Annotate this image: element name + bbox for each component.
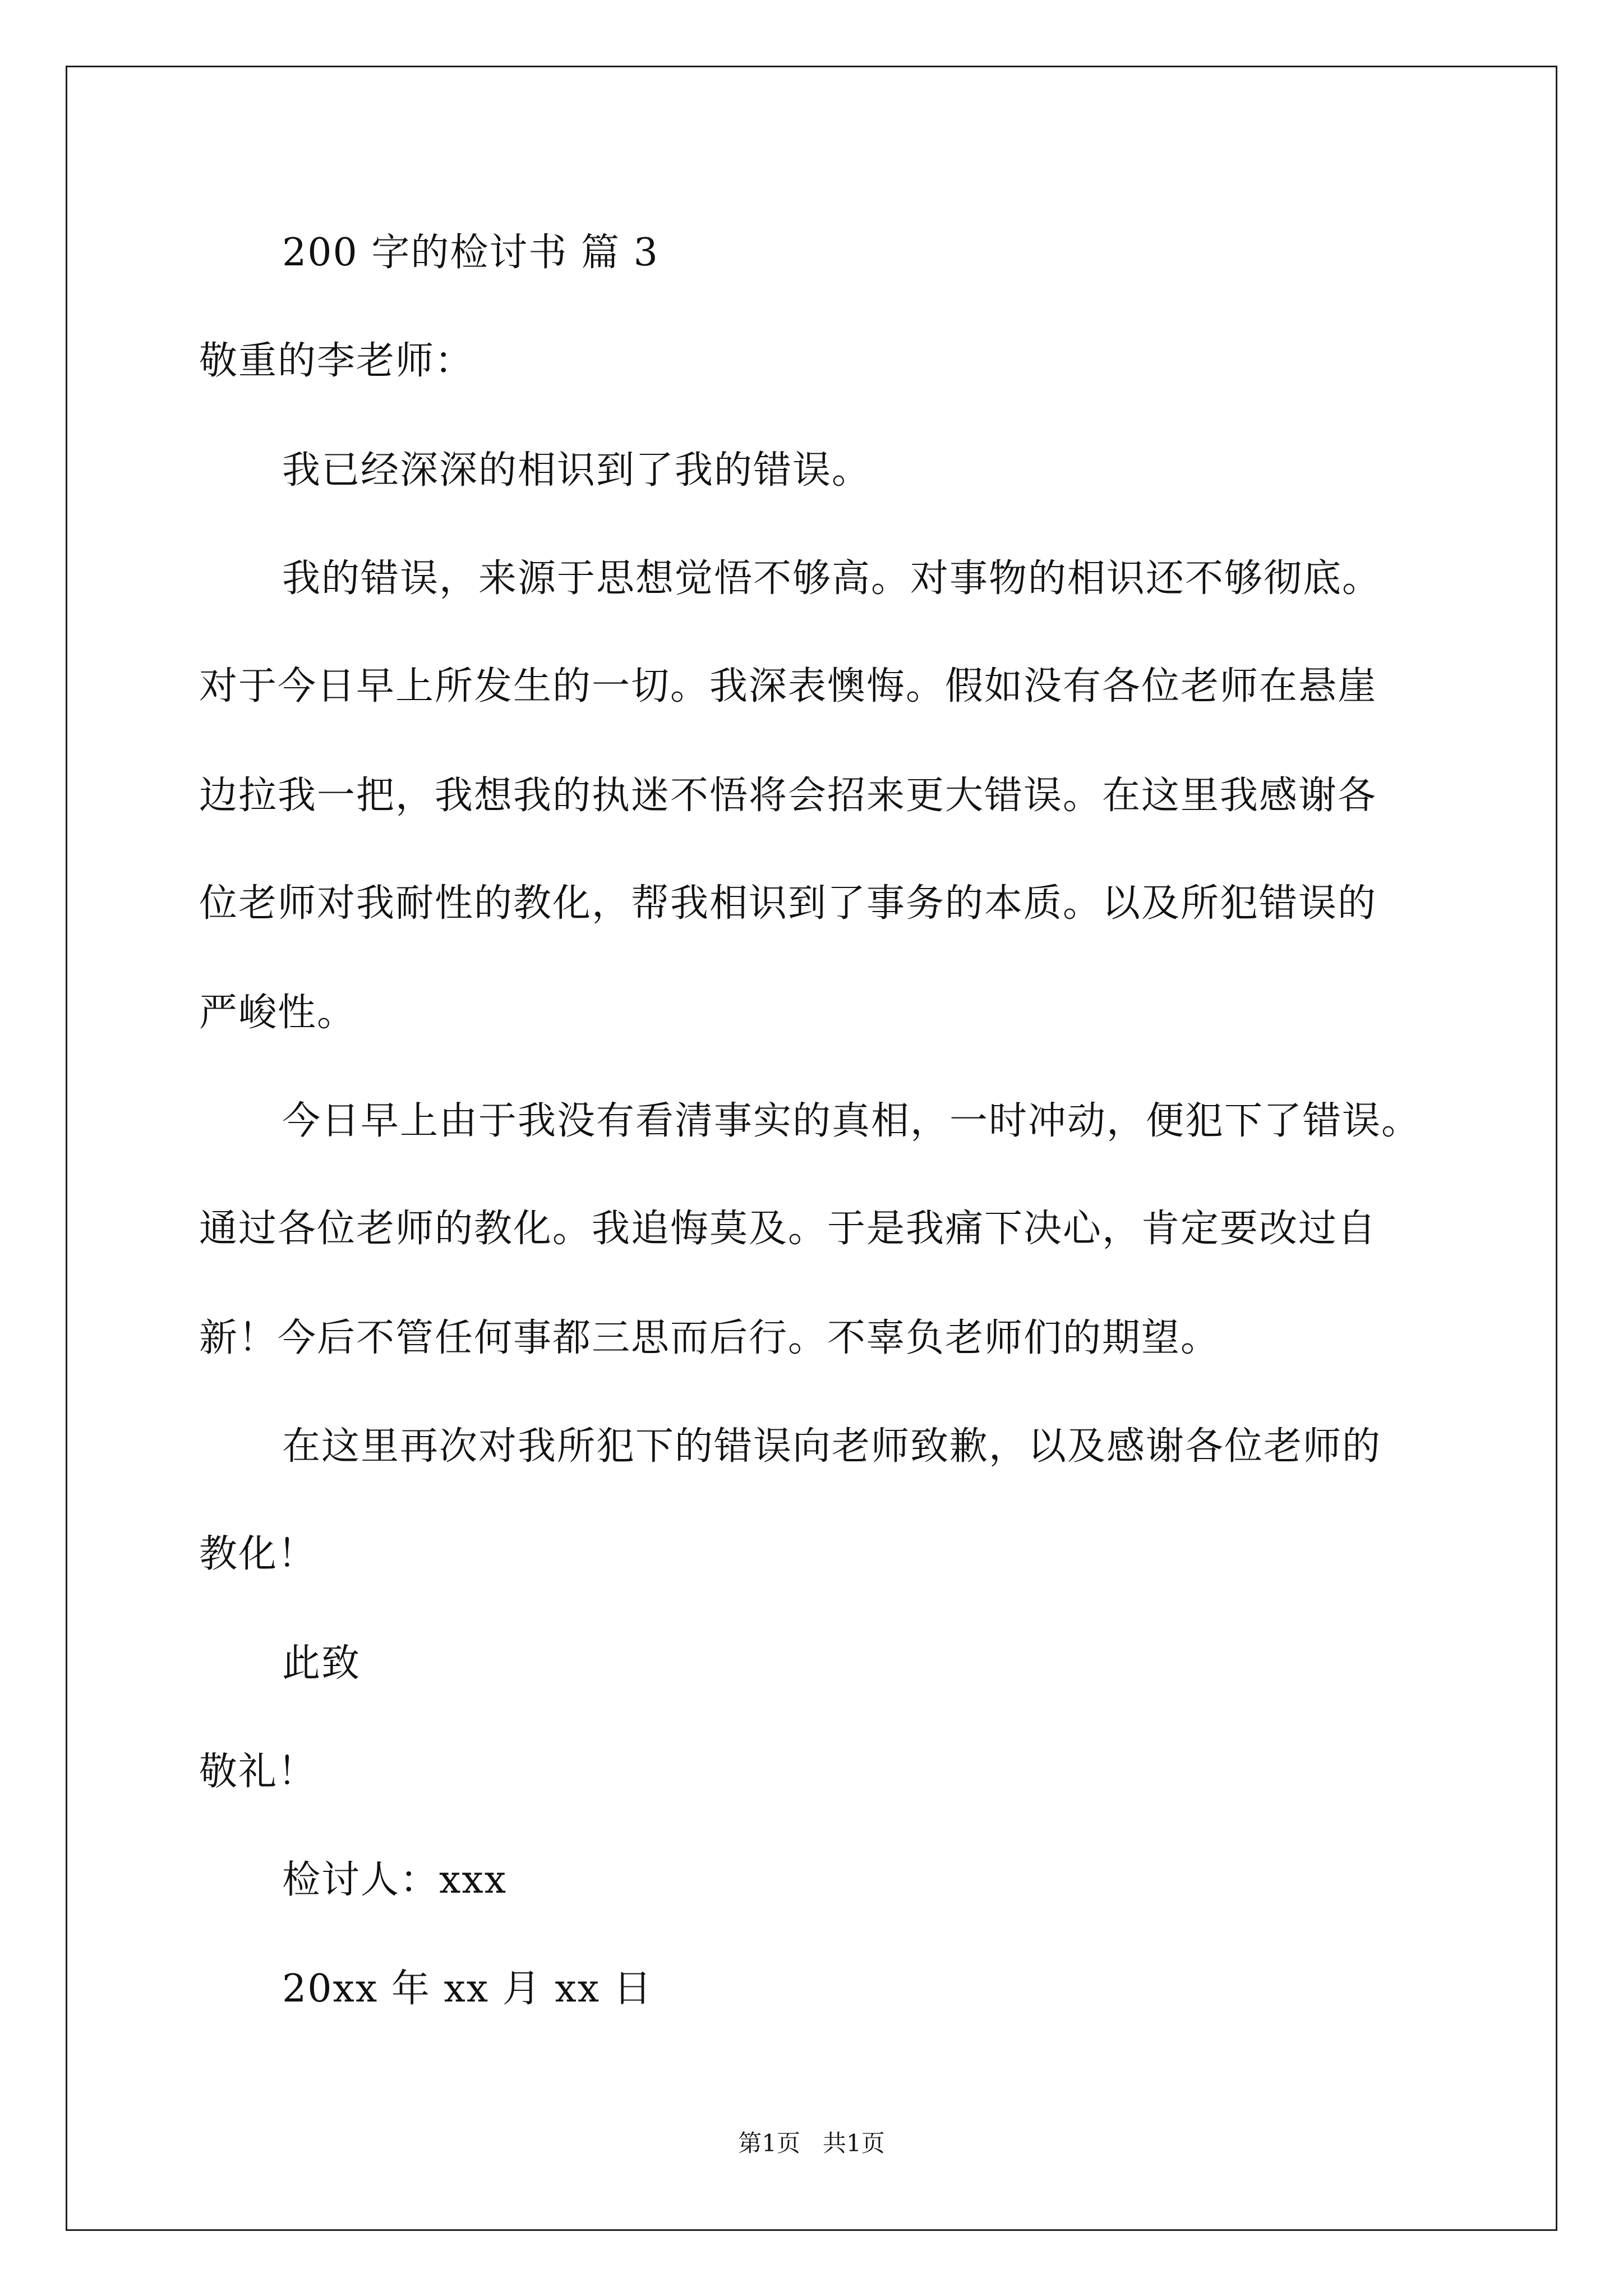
salutation: 敬重的李老师： xyxy=(199,339,474,383)
paragraph-line: 通过各位老师的教化。我追悔莫及。于是我痛下决心，肯定要改过自 xyxy=(199,1207,1377,1251)
closing-salute: 敬礼！ xyxy=(199,1750,317,1794)
paragraph-line: 教化！ xyxy=(199,1532,317,1576)
paragraph-line: 边拉我一把，我想我的执迷不悟将会招来更大错误。在这里我感谢各 xyxy=(199,774,1377,818)
paragraph-line: 位老师对我耐性的教化，帮我相识到了事务的本质。以及所犯错误的 xyxy=(199,881,1377,926)
document-title: 200 字的检讨书 篇 3 xyxy=(282,231,659,275)
paragraph-line: 对于今日早上所发生的一切。我深表懊悔。假如没有各位老师在悬崖 xyxy=(199,664,1377,708)
page-border xyxy=(66,66,1557,2231)
closing-line: 此致 xyxy=(282,1641,361,1686)
page-footer: 第1页 共1页 xyxy=(738,2129,885,2157)
paragraph-line: 我的错误，来源于思想觉悟不够高。对事物的相识还不够彻底。 xyxy=(282,556,1382,601)
paragraph-line: 严峻性。 xyxy=(199,991,357,1035)
paragraph-line: 在这里再次对我所犯下的错误向老师致歉，以及感谢各位老师的 xyxy=(282,1424,1382,1469)
signature: 检讨人：xxx xyxy=(282,1858,508,1902)
paragraph-line: 新！今后不管任何事都三思而后行。不辜负老师们的期望。 xyxy=(199,1316,1220,1360)
date: 20xx 年 xx 月 xx 日 xyxy=(282,1967,653,2011)
paragraph-line: 今日早上由于我没有看清事实的真相，一时冲动，便犯下了错误。 xyxy=(282,1099,1421,1143)
paragraph-line: 我已经深深的相识到了我的错误。 xyxy=(282,448,872,493)
